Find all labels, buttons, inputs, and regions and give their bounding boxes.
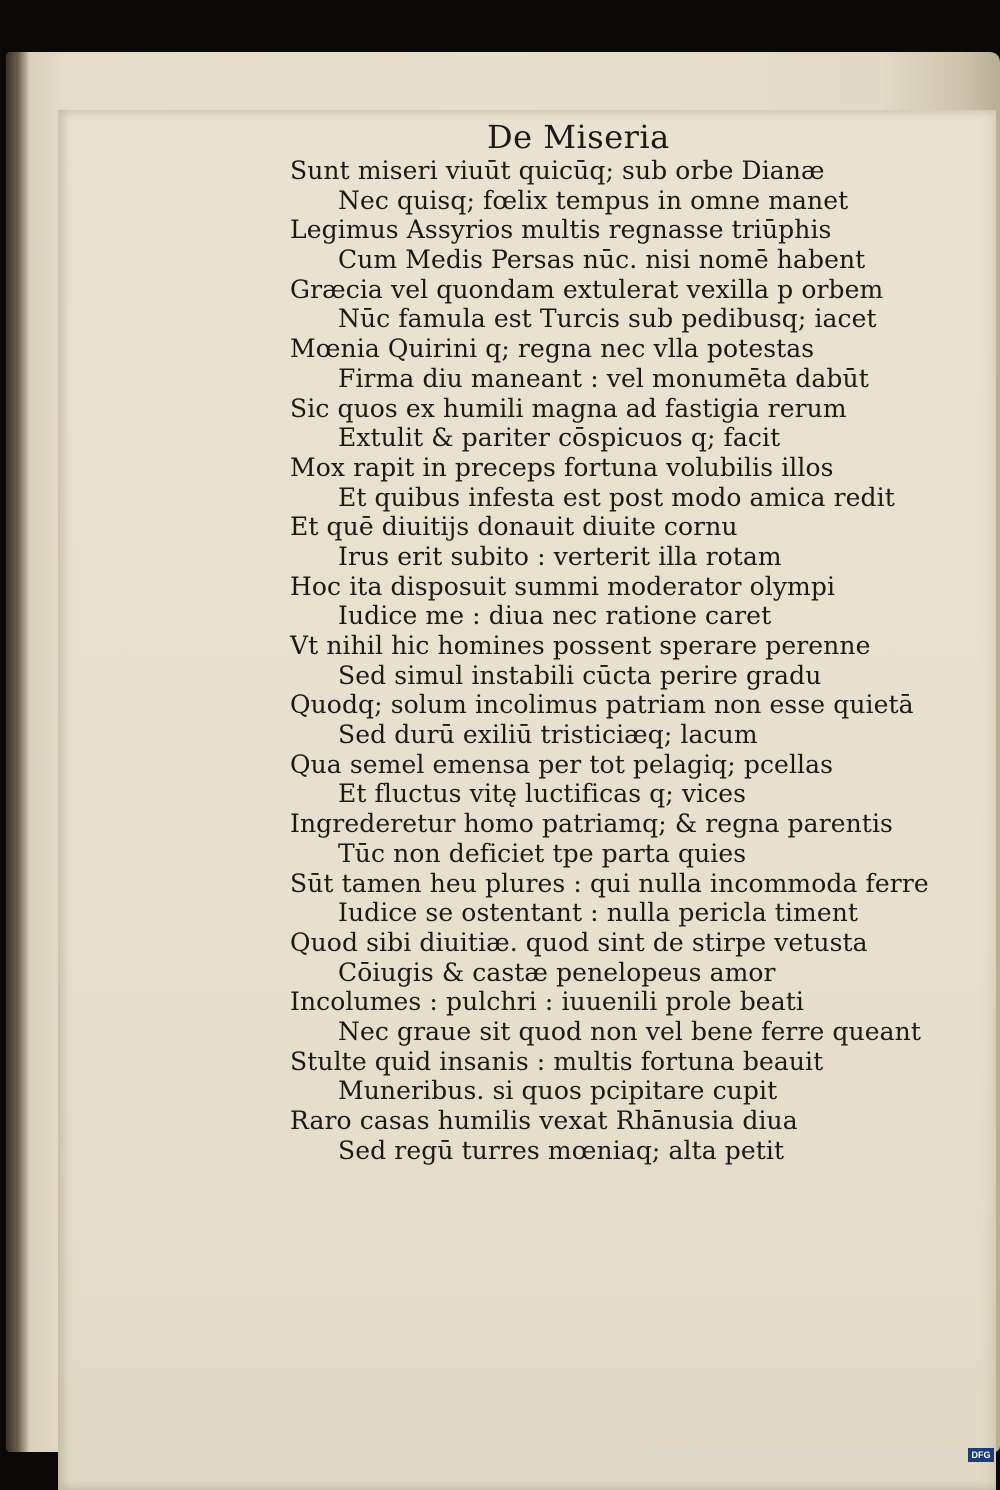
verse-line: Tūc non deficiet tpe parta quies — [338, 838, 747, 868]
verse-line: Mœnia Quirini q; regna nec vlla potestas — [290, 334, 815, 364]
verse-line: Mox rapit in preceps fortuna volubilis illos — [290, 452, 834, 482]
verse-line: Et fluctus vitę luctificas q; vices — [338, 779, 747, 809]
verse-line: Hoc ita disposuit summi moderator olympi — [290, 571, 836, 601]
verse-line: Sed durū exiliū tristiciæq; lacum — [338, 720, 758, 750]
verse-line: Stulte quid insanis : multis fortuna beauit — [290, 1046, 824, 1076]
verse-line: Incolumes : pulchri : iuuenili prole beati — [290, 987, 804, 1017]
verse-line: Quod sibi diuitiæ. quod sint de stirpe vetusta — [290, 927, 868, 957]
verse-line: Qua semel emensa per tot pelagiq; pcellas — [290, 749, 834, 779]
poem-text — [290, 156, 930, 1165]
verse-line: Irus erit subito : verterit illa rotam — [338, 541, 782, 571]
page-header: De Miseria — [487, 118, 670, 156]
verse-line: Cōiugis & castæ penelopeus amor — [338, 957, 776, 987]
verse-line: Muneribus. si quos pcipitare cupit — [338, 1076, 778, 1106]
verse-line: Cum Medis Persas nūc. nisi nomē habent — [338, 245, 866, 275]
verse-line: Et quibus infesta est post modo amica redit — [338, 482, 895, 512]
verse-line: Græcia vel quondam extulerat vexilla p orbem — [290, 274, 884, 304]
verse-line: Nec quisq; fœlix tempus in omne manet — [338, 185, 849, 215]
dfg-logo-icon: DFG — [968, 1448, 994, 1462]
verse-line: Firma diu maneant : vel monumēta dabūt — [338, 363, 869, 393]
verse-line: Et quē diuitijs donauit diuite cornu — [290, 512, 738, 542]
verse-line: Sed simul instabili cūcta perire gradu — [338, 660, 822, 690]
verse-line: Ingrederetur homo patriamq; & regna parentis — [290, 809, 893, 839]
funding-credit: Digitalisierung gefördert durch die Deutsche Forschungsgemeinschaft - — [648, 1449, 964, 1460]
verse-line: Quodq; solum incolimus patriam non esse quietā — [290, 690, 914, 720]
verse-line: Iudice se ostentant : nulla pericla timent — [338, 898, 859, 928]
verse-line: Vt nihil hic homines possent sperare perenne — [290, 631, 871, 660]
verse-line: Iudice me : diua nec ratione caret — [338, 601, 772, 631]
verse-line: Legimus Assyrios multis regnasse triūphis — [290, 215, 832, 245]
verse-line: Sūt tamen heu plures : qui nulla incommoda ferre — [290, 868, 929, 898]
verse-line: Extulit & pariter cōspicuos q; facit — [338, 423, 781, 453]
footer-bar — [0, 1445, 1000, 1465]
verse-line: Nec graue sit quod non vel bene ferre queant — [338, 1016, 921, 1046]
verse-line: Nūc famula est Turcis sub pedibusq; iacet — [338, 304, 877, 334]
verse-line: Raro casas humilis vexat Rhānusia diua — [290, 1106, 798, 1135]
verse-line: Sunt miseri viuūt quicūq; sub orbe Dianæ — [290, 156, 825, 185]
verse-line: Sed regū turres mœniaq; alta petit — [338, 1135, 785, 1165]
verse-line: Sic quos ex humili magna ad fastigia rerum — [290, 393, 847, 423]
